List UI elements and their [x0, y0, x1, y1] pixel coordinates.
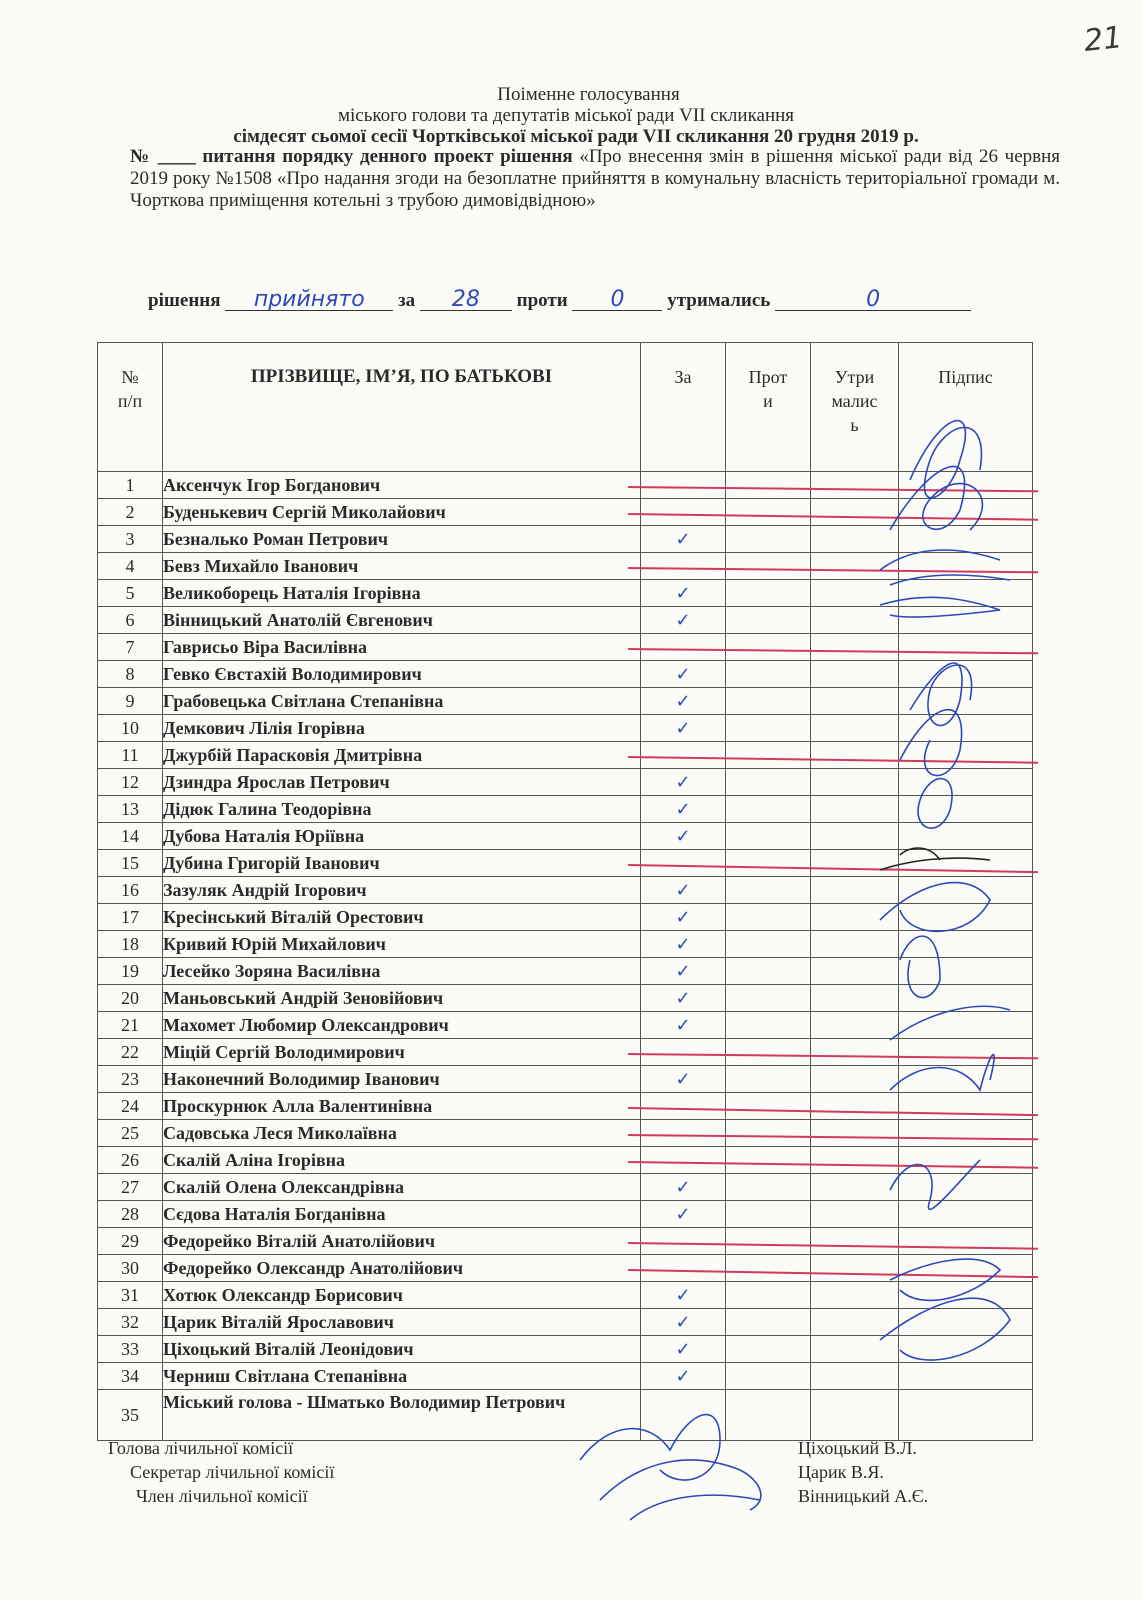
row-name: Міцій Сергій Володимирович [163, 1039, 641, 1066]
row-name: Зазуляк Андрій Ігорович [163, 877, 641, 904]
vote-for-cell [641, 1120, 726, 1147]
row-name: Гаврисьо Віра Василівна [163, 634, 641, 661]
vote-for-cell [641, 580, 726, 607]
for-count: 28 [420, 290, 512, 311]
commission-member-name: Вінницький А.Є. [798, 1486, 929, 1506]
vote-against-cell [726, 688, 811, 715]
vote-against-cell [726, 526, 811, 553]
row-number: 24 [98, 1093, 163, 1120]
vote-against-cell [726, 1282, 811, 1309]
vote-against-cell [726, 1066, 811, 1093]
abstained-count: 0 [775, 290, 971, 311]
vote-against-cell [726, 1228, 811, 1255]
against-count: 0 [572, 290, 662, 311]
row-name: Демкович Лілія Ігорівна [163, 715, 641, 742]
vote-against-cell [726, 823, 811, 850]
decision-label: рішення [148, 290, 221, 311]
signature-scribble [880, 550, 1010, 585]
row-number: 3 [98, 526, 163, 553]
vote-against-cell [726, 1120, 811, 1147]
header-against: Прот и [726, 343, 811, 472]
vote-against-cell [726, 1363, 811, 1390]
signature-scribble [900, 936, 940, 997]
row-number: 33 [98, 1336, 163, 1363]
row-name: Буденькевич Сергій Миколайович [163, 499, 641, 526]
row-number: 21 [98, 1012, 163, 1039]
row-name: Сєдова Наталія Богданівна [163, 1201, 641, 1228]
commission-secretary-name: Царик В.Я. [798, 1462, 884, 1482]
vote-against-cell [726, 796, 811, 823]
signature-scribble [880, 1298, 1010, 1360]
vote-against-cell [726, 634, 811, 661]
agenda-question [130, 146, 1060, 212]
row-name: Бевз Михайло Іванович [163, 553, 641, 580]
row-number: 12 [98, 769, 163, 796]
vote-against-cell [726, 661, 811, 688]
row-name: Садовська Леся Миколаївна [163, 1120, 641, 1147]
title-line-2: міського голови та депутатів міської ради VII скликання [337, 105, 795, 126]
row-number: 2 [98, 499, 163, 526]
vote-for-cell [641, 823, 726, 850]
vote-for-cell [641, 985, 726, 1012]
vote-for-cell [641, 607, 726, 634]
vote-for-cell [641, 1228, 726, 1255]
vote-against-cell [726, 580, 811, 607]
vote-for-cell [641, 904, 726, 931]
vote-for-cell [641, 715, 726, 742]
row-name: Безналько Роман Петрович [163, 526, 641, 553]
vote-against-cell [726, 904, 811, 931]
header-num: № п/п [98, 343, 163, 472]
signature-column [870, 400, 1030, 1410]
vote-for-cell [641, 1174, 726, 1201]
row-number: 35 [98, 1390, 163, 1441]
vote-for-cell [641, 1012, 726, 1039]
vote-against-cell [726, 850, 811, 877]
vote-for-cell [641, 877, 726, 904]
row-number: 18 [98, 931, 163, 958]
signature-scribble [918, 779, 952, 828]
row-number: 7 [98, 634, 163, 661]
row-name: Скалій Олена Олександрівна [163, 1174, 641, 1201]
row-number: 11 [98, 742, 163, 769]
row-number: 27 [98, 1174, 163, 1201]
vote-for-cell [641, 1039, 726, 1066]
row-name: Вінницький Анатолій Євгенович [163, 607, 641, 634]
row-name: Проскурнюк Алла Валентинівна [163, 1093, 641, 1120]
vote-for-cell [641, 1066, 726, 1093]
commission-chair-role: Голова лічильної комісії [108, 1438, 294, 1458]
vote-for-cell [641, 769, 726, 796]
signature-scribble [890, 466, 982, 530]
row-name: Маньовський Андрій Зеновійович [163, 985, 641, 1012]
commission-secretary-role: Секретар лічильної комісії [130, 1462, 335, 1482]
decision-line [148, 287, 1048, 312]
vote-for-cell [641, 1336, 726, 1363]
vote-for-cell [641, 553, 726, 580]
question-text: «Про внесення змін в рішення міської ради від 26 червня 2019 року №1508 «Про надання згоди на безоплатне прийняття в комунальну власність територіальної громади м. Чорткова приміщення котельні з трубою димовідвідною» [130, 146, 1060, 211]
vote-against-cell [726, 607, 811, 634]
vote-for-cell [641, 472, 726, 499]
row-name: Ціхоцький Віталій Леонідович [163, 1336, 641, 1363]
footer-row [108, 1436, 1008, 1460]
vote-for-cell [641, 1309, 726, 1336]
row-name: Дзиндра Ярослав Петрович [163, 769, 641, 796]
against-label: проти [516, 290, 568, 311]
vote-against-cell [726, 715, 811, 742]
vote-for-cell [641, 688, 726, 715]
row-number: 19 [98, 958, 163, 985]
row-number: 8 [98, 661, 163, 688]
row-number: 15 [98, 850, 163, 877]
row-number: 28 [98, 1201, 163, 1228]
vote-for-cell [641, 1147, 726, 1174]
vote-against-cell [726, 499, 811, 526]
vote-against-cell [726, 877, 811, 904]
footer-row [108, 1484, 1008, 1508]
row-name: Дідюк Галина Теодорівна [163, 796, 641, 823]
signature-scribble [890, 1055, 994, 1090]
row-number: 1 [98, 472, 163, 499]
row-number: 14 [98, 823, 163, 850]
row-name: Кресінський Віталій Орестович [163, 904, 641, 931]
vote-against-cell [726, 769, 811, 796]
signature-scribble [890, 1259, 1000, 1300]
row-name: Хотюк Олександр Борисович [163, 1282, 641, 1309]
row-name: Федорейко Віталій Анатолійович [163, 1228, 641, 1255]
row-name: Джурбій Парасковія Дмитрівна [163, 742, 641, 769]
row-name: Кривий Юрій Михайлович [163, 931, 641, 958]
row-number: 9 [98, 688, 163, 715]
title-line-3: сімдесят сьомої сесії Чортківської міської ради VII скликання 20 грудня 2019 р. [233, 126, 919, 147]
row-number: 10 [98, 715, 163, 742]
document-header [0, 84, 1142, 147]
commission-member-role: Член лічильної комісії [136, 1486, 308, 1506]
vote-for-cell [641, 661, 726, 688]
row-number: 30 [98, 1255, 163, 1282]
decision-value: прийнято [225, 290, 393, 311]
vote-against-cell [726, 1336, 811, 1363]
row-name: Махомет Любомир Олександрович [163, 1012, 641, 1039]
row-name: Скалій Аліна Ігорівна [163, 1147, 641, 1174]
header-signature: Підпис [899, 343, 1033, 472]
vote-for-cell [641, 1282, 726, 1309]
row-name: Черниш Світлана Степанівна [163, 1363, 641, 1390]
vote-against-cell [726, 1201, 811, 1228]
header-abstained: Утри малис ь [811, 343, 899, 472]
row-number: 31 [98, 1282, 163, 1309]
signature-scribble [890, 1160, 980, 1209]
row-number: 32 [98, 1309, 163, 1336]
row-number: 16 [98, 877, 163, 904]
signature-scribble [910, 663, 972, 725]
title-line-1: Поіменне голосування [497, 84, 680, 105]
for-label: за [398, 290, 416, 311]
row-number: 22 [98, 1039, 163, 1066]
row-number: 20 [98, 985, 163, 1012]
vote-against-cell [726, 1012, 811, 1039]
vote-against-cell [726, 742, 811, 769]
vote-against-cell [726, 931, 811, 958]
vote-against-cell [726, 985, 811, 1012]
vote-against-cell [726, 958, 811, 985]
row-name: Грабовецька Світлана Степанівна [163, 688, 641, 715]
vote-against-cell [726, 553, 811, 580]
row-number: 13 [98, 796, 163, 823]
vote-for-cell [641, 499, 726, 526]
row-number: 23 [98, 1066, 163, 1093]
vote-for-cell [641, 742, 726, 769]
row-name: Дубина Григорій Іванович [163, 850, 641, 877]
question-prefix: № ____ питання порядку денного проект рішення [130, 146, 573, 167]
footer-row [108, 1460, 1008, 1484]
page-number: 21 [1082, 20, 1124, 59]
vote-against-cell [726, 472, 811, 499]
vote-for-cell [641, 958, 726, 985]
row-number: 26 [98, 1147, 163, 1174]
vote-for-cell [641, 634, 726, 661]
vote-for-cell [641, 526, 726, 553]
commission-footer [108, 1436, 1008, 1508]
row-number: 34 [98, 1363, 163, 1390]
row-name: Федорейко Олександр Анатолійович [163, 1255, 641, 1282]
vote-for-cell [641, 1255, 726, 1282]
row-name: Наконечний Володимир Іванович [163, 1066, 641, 1093]
row-number: 4 [98, 553, 163, 580]
signature-scribble [880, 597, 1000, 617]
row-name: Аксенчук Ігор Богданович [163, 472, 641, 499]
vote-for-cell [641, 931, 726, 958]
row-number: 5 [98, 580, 163, 607]
vote-against-cell [726, 1039, 811, 1066]
vote-against-cell [726, 1093, 811, 1120]
row-number: 25 [98, 1120, 163, 1147]
row-name: Міський голова - Шматько Володимир Петрович [163, 1390, 641, 1441]
signature-scribble [880, 848, 990, 870]
row-name: Лесейко Зоряна Василівна [163, 958, 641, 985]
vote-for-cell [641, 1093, 726, 1120]
row-name: Гевко Євстахій Володимирович [163, 661, 641, 688]
row-name: Великоборець Наталія Ігорівна [163, 580, 641, 607]
header-name: ПРІЗВИЩЕ, ІМ’Я, ПО БАТЬКОВІ [163, 343, 641, 472]
row-number: 6 [98, 607, 163, 634]
vote-against-cell [726, 1255, 811, 1282]
vote-against-cell [726, 1309, 811, 1336]
vote-against-cell [726, 1147, 811, 1174]
row-name: Дубова Наталія Юріївна [163, 823, 641, 850]
row-name: Царик Віталій Ярославович [163, 1309, 641, 1336]
vote-for-cell [641, 796, 726, 823]
commission-chair-name: Ціхоцький В.Л. [798, 1438, 917, 1458]
vote-against-cell [726, 1174, 811, 1201]
signature-scribble [890, 1006, 1010, 1040]
vote-for-cell [641, 1201, 726, 1228]
vote-for-cell [641, 1363, 726, 1390]
abstained-label: утримались [667, 290, 771, 311]
signature-scribble [880, 883, 990, 932]
header-for: За [641, 343, 726, 472]
vote-for-cell [641, 850, 726, 877]
row-number: 17 [98, 904, 163, 931]
row-number: 29 [98, 1228, 163, 1255]
